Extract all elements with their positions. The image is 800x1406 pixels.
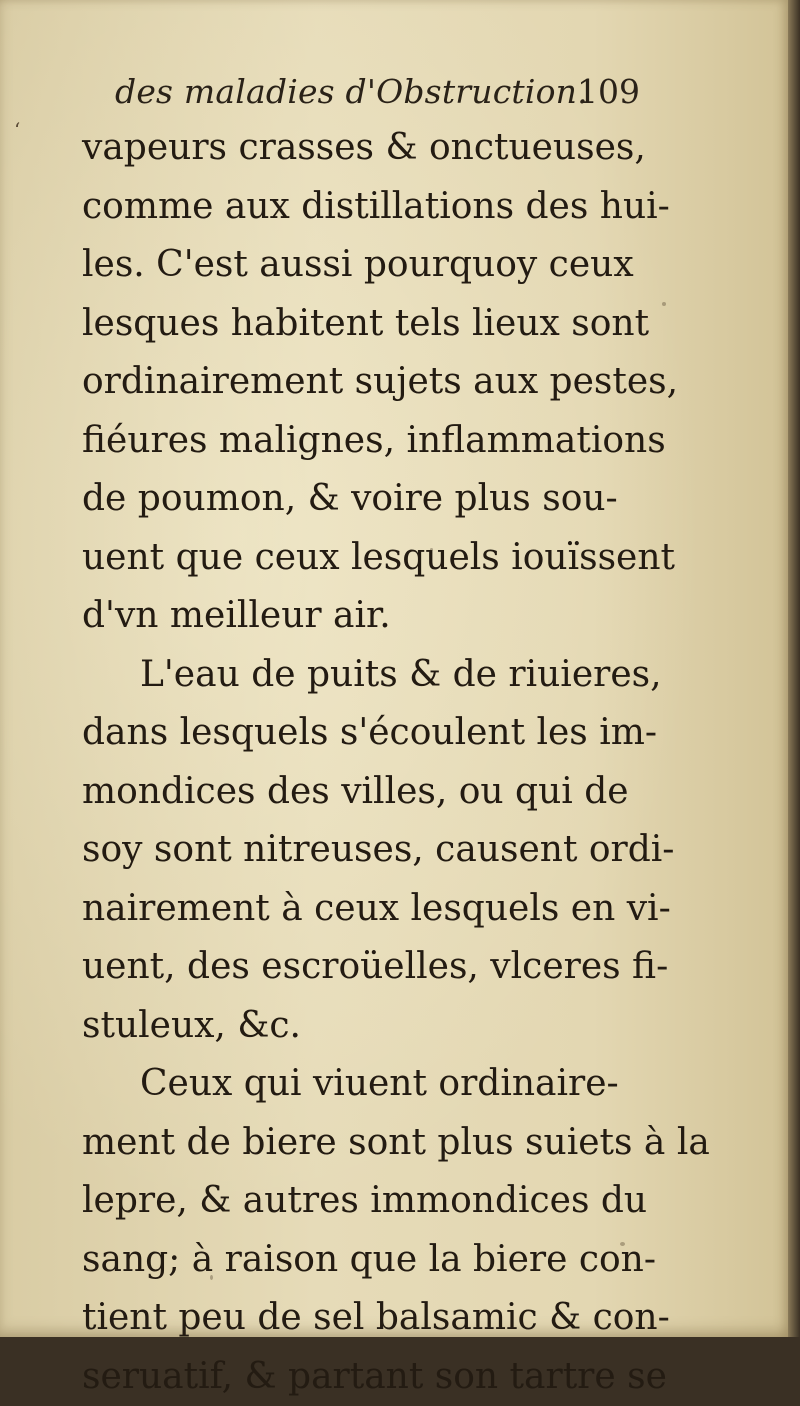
text-line: fiéures malignes, inflammations: [82, 412, 656, 471]
page-number: 109: [577, 72, 640, 111]
text-line: lesques habitent tels lieux sont: [82, 295, 656, 354]
paper-speck: [430, 548, 433, 551]
page-header: [115, 72, 640, 118]
text-line: lepre, & autres immondices du: [82, 1172, 656, 1231]
text-line: d'vn meilleur air.: [82, 587, 656, 646]
text-line: vapeurs crasses & onctueuses,: [82, 119, 656, 178]
text-line: tient peu de sel balsamic & con-: [82, 1289, 656, 1348]
text-line: seruatif, & partant son tartre se: [82, 1348, 656, 1406]
paper-speck: [210, 1275, 213, 1280]
text-line: ordinairement sujets aux pestes,: [82, 353, 656, 412]
margin-mark: ‘: [14, 118, 26, 134]
paragraph-start-line: Ceux qui viuent ordinaire-: [82, 1055, 656, 1114]
paper-speck: [620, 1242, 625, 1246]
paragraph-start-line: L'eau de puits & de riuieres,: [82, 646, 656, 705]
text-line: uent, des escroüelles, vlceres fi-: [82, 938, 656, 997]
page-edge-shadow: [788, 0, 800, 1337]
text-line: soy sont nitreuses, causent ordi-: [82, 821, 656, 880]
text-line: mondices des villes, ou qui de: [82, 763, 656, 822]
body-text: [82, 119, 656, 1406]
text-line: uent que ceux lesquels iouïssent: [82, 529, 656, 588]
text-line: les. C'est aussi pourquoy ceux: [82, 236, 656, 295]
text-line: de poumon, & voire plus sou-: [82, 470, 656, 529]
text-line: ment de biere sont plus suiets à la: [82, 1114, 656, 1173]
text-line: dans lesquels s'écoulent les im-: [82, 704, 656, 763]
text-line: stuleux, &c.: [82, 997, 656, 1056]
running-title: des maladies d'Obstruction.: [115, 72, 588, 111]
text-line: sang; à raison que la biere con-: [82, 1231, 656, 1290]
text-line: comme aux distillations des hui-: [82, 178, 656, 237]
paper-speck: [662, 302, 666, 306]
text-line: nairement à ceux lesquels en vi-: [82, 880, 656, 939]
